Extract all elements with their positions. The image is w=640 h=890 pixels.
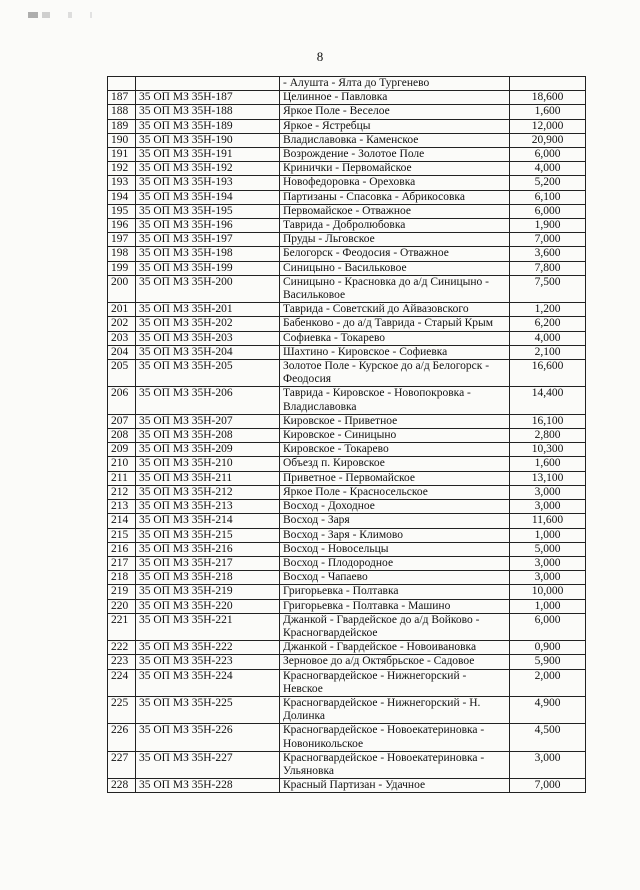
scan-artifact xyxy=(28,12,118,18)
row-number-cell: 204 xyxy=(108,345,136,359)
road-name-cell: Таврида - Добролюбовка xyxy=(280,219,510,233)
row-number-cell: 205 xyxy=(108,360,136,387)
table-row xyxy=(108,331,586,345)
road-code-cell: 35 ОП МЗ 35Н-199 xyxy=(136,261,280,275)
road-name-cell: Яркое Поле - Веселое xyxy=(280,105,510,119)
road-length-cell: 3,600 xyxy=(510,247,586,261)
road-code-cell: 35 ОП МЗ 35Н-204 xyxy=(136,345,280,359)
table-row xyxy=(108,219,586,233)
road-length-cell: 5,200 xyxy=(510,176,586,190)
road-name-cell: Красногвардейское - Новоекатериновка - Ульяновка xyxy=(280,751,510,778)
table-row xyxy=(108,542,586,556)
road-code-cell: 35 ОП МЗ 35Н-190 xyxy=(136,133,280,147)
road-length-cell: 6,100 xyxy=(510,190,586,204)
table-row xyxy=(108,176,586,190)
road-name-cell: Восход - Доходное xyxy=(280,500,510,514)
table-row xyxy=(108,655,586,669)
row-number-cell: 216 xyxy=(108,542,136,556)
table-row xyxy=(108,528,586,542)
table-row xyxy=(108,387,586,414)
road-length-cell: 7,500 xyxy=(510,275,586,302)
table-row xyxy=(108,204,586,218)
road-code-cell: 35 ОП МЗ 35Н-196 xyxy=(136,219,280,233)
road-length-cell: 18,600 xyxy=(510,91,586,105)
table-row xyxy=(108,303,586,317)
row-number-cell: 214 xyxy=(108,514,136,528)
row-number-cell: 197 xyxy=(108,233,136,247)
road-length-cell: 6,200 xyxy=(510,317,586,331)
table-row-continuation xyxy=(108,77,586,91)
road-length-cell: 5,900 xyxy=(510,655,586,669)
row-number-cell: 199 xyxy=(108,261,136,275)
table-row xyxy=(108,162,586,176)
road-name-cell: Яркое - Ястребцы xyxy=(280,119,510,133)
road-name-cell: Джанкой - Гвардейское - Новоивановка xyxy=(280,641,510,655)
row-number-cell: 227 xyxy=(108,751,136,778)
road-length-cell: 1,000 xyxy=(510,528,586,542)
row-number-cell: 210 xyxy=(108,457,136,471)
road-code-cell: 35 ОП МЗ 35Н-212 xyxy=(136,485,280,499)
table-row xyxy=(108,485,586,499)
row-number-cell: 220 xyxy=(108,599,136,613)
table-row xyxy=(108,556,586,570)
road-length-cell: 10,300 xyxy=(510,443,586,457)
table-row xyxy=(108,91,586,105)
table-row xyxy=(108,148,586,162)
road-name-cell: Пруды - Льговское xyxy=(280,233,510,247)
road-code-cell: 35 ОП МЗ 35Н-215 xyxy=(136,528,280,542)
road-name-cell: Объезд п. Кировское xyxy=(280,457,510,471)
road-name-cell: Приветное - Первомайское xyxy=(280,471,510,485)
road-name-cell: Кринички - Первомайское xyxy=(280,162,510,176)
table-row xyxy=(108,599,586,613)
row-number-cell: 222 xyxy=(108,641,136,655)
road-code-cell: 35 ОП МЗ 35Н-223 xyxy=(136,655,280,669)
road-code-cell: 35 ОП МЗ 35Н-207 xyxy=(136,414,280,428)
row-number-cell: 211 xyxy=(108,471,136,485)
road-length-cell: 1,600 xyxy=(510,457,586,471)
row-number-cell: 218 xyxy=(108,571,136,585)
road-length-cell: 3,000 xyxy=(510,556,586,570)
table-row xyxy=(108,133,586,147)
road-length-cell: 16,100 xyxy=(510,414,586,428)
road-code-cell: 35 ОП МЗ 35Н-209 xyxy=(136,443,280,457)
road-code-cell: 35 ОП МЗ 35Н-219 xyxy=(136,585,280,599)
table-row xyxy=(108,119,586,133)
road-name-cell: Кировское - Приветное xyxy=(280,414,510,428)
row-number-cell: 228 xyxy=(108,779,136,793)
road-name-cell: Восход - Заря xyxy=(280,514,510,528)
road-name-cell: Восход - Чапаево xyxy=(280,571,510,585)
road-name-cell: Восход - Новосельцы xyxy=(280,542,510,556)
road-code-cell: 35 ОП МЗ 35Н-218 xyxy=(136,571,280,585)
road-name-cell: Григорьевка - Полтавка - Машино xyxy=(280,599,510,613)
road-code-cell: 35 ОП МЗ 35Н-203 xyxy=(136,331,280,345)
road-length-cell: 11,600 xyxy=(510,514,586,528)
table-row xyxy=(108,414,586,428)
table-row xyxy=(108,696,586,723)
table-row xyxy=(108,429,586,443)
road-name-cell: Кировское - Токарево xyxy=(280,443,510,457)
road-length-cell: 10,000 xyxy=(510,585,586,599)
road-code-cell: 35 ОП МЗ 35Н-206 xyxy=(136,387,280,414)
road-length-cell: 2,000 xyxy=(510,669,586,696)
road-code-cell: 35 ОП МЗ 35Н-214 xyxy=(136,514,280,528)
row-number-cell: 206 xyxy=(108,387,136,414)
row-number-cell: 192 xyxy=(108,162,136,176)
row-number-cell: 191 xyxy=(108,148,136,162)
road-code-cell: 35 ОП МЗ 35Н-202 xyxy=(136,317,280,331)
road-name-cell: Золотое Поле - Курское до а/д Белогорск - Феодосия xyxy=(280,360,510,387)
road-code-cell: 35 ОП МЗ 35Н-227 xyxy=(136,751,280,778)
road-length-cell: 0,900 xyxy=(510,641,586,655)
road-length-cell: 3,000 xyxy=(510,751,586,778)
row-number-cell: 203 xyxy=(108,331,136,345)
road-name-cell: Восход - Плодородное xyxy=(280,556,510,570)
row-number-cell: 195 xyxy=(108,204,136,218)
road-length-cell: 4,900 xyxy=(510,696,586,723)
road-name-cell: Шахтино - Кировское - Софиевка xyxy=(280,345,510,359)
roads-table xyxy=(107,76,586,793)
table-row xyxy=(108,233,586,247)
road-name-cell: Яркое Поле - Красносельское xyxy=(280,485,510,499)
road-code-cell: 35 ОП МЗ 35Н-195 xyxy=(136,204,280,218)
road-code-cell: 35 ОП МЗ 35Н-224 xyxy=(136,669,280,696)
row-number-cell: 198 xyxy=(108,247,136,261)
road-name-cell: Партизаны - Спасовка - Абрикосовка xyxy=(280,190,510,204)
road-name-cell: Таврида - Советский до Айвазовского xyxy=(280,303,510,317)
row-number-cell: 212 xyxy=(108,485,136,499)
road-length-cell: 2,100 xyxy=(510,345,586,359)
table-row xyxy=(108,471,586,485)
road-name-cell: Синицыно - Васильковое xyxy=(280,261,510,275)
road-length-cell: 6,000 xyxy=(510,204,586,218)
road-code-cell: 35 ОП МЗ 35Н-222 xyxy=(136,641,280,655)
row-number-cell: 201 xyxy=(108,303,136,317)
table-row xyxy=(108,105,586,119)
road-name-cell: Джанкой - Гвардейское до а/д Войково - Красногвардейское xyxy=(280,613,510,640)
row-number-cell: 217 xyxy=(108,556,136,570)
table-row xyxy=(108,514,586,528)
road-length-cell xyxy=(510,77,586,91)
road-length-cell: 7,000 xyxy=(510,779,586,793)
road-name-cell: Красный Партизан - Удачное xyxy=(280,779,510,793)
road-name-cell: Кировское - Синицыно xyxy=(280,429,510,443)
row-number-cell: 221 xyxy=(108,613,136,640)
road-code-cell: 35 ОП МЗ 35Н-210 xyxy=(136,457,280,471)
row-number-cell: 189 xyxy=(108,119,136,133)
road-length-cell: 5,000 xyxy=(510,542,586,556)
table-row xyxy=(108,751,586,778)
road-code-cell: 35 ОП МЗ 35Н-213 xyxy=(136,500,280,514)
road-name-cell: Григорьевка - Полтавка xyxy=(280,585,510,599)
road-length-cell: 3,000 xyxy=(510,485,586,499)
row-number-cell: 188 xyxy=(108,105,136,119)
road-code-cell: 35 ОП МЗ 35Н-211 xyxy=(136,471,280,485)
table-row xyxy=(108,247,586,261)
road-name-cell: Таврида - Кировское - Новопокровка - Владиславовка xyxy=(280,387,510,414)
road-name-cell: Возрождение - Золотое Поле xyxy=(280,148,510,162)
road-name-cell: Красногвардейское - Нижнегорский - Н. Долинка xyxy=(280,696,510,723)
road-length-cell: 20,900 xyxy=(510,133,586,147)
road-code-cell: 35 ОП МЗ 35Н-228 xyxy=(136,779,280,793)
table-row xyxy=(108,669,586,696)
table-row xyxy=(108,641,586,655)
road-length-cell: 7,000 xyxy=(510,233,586,247)
row-number-cell: 223 xyxy=(108,655,136,669)
road-code-cell xyxy=(136,77,280,91)
road-name-cell: Владиславовка - Каменское xyxy=(280,133,510,147)
road-length-cell: 3,000 xyxy=(510,500,586,514)
table-row xyxy=(108,779,586,793)
road-code-cell: 35 ОП МЗ 35Н-208 xyxy=(136,429,280,443)
road-name-cell: Красногвардейское - Новоекатериновка - Новоникольское xyxy=(280,724,510,751)
row-number-cell: 194 xyxy=(108,190,136,204)
table-row xyxy=(108,345,586,359)
road-code-cell: 35 ОП МЗ 35Н-201 xyxy=(136,303,280,317)
table-row xyxy=(108,443,586,457)
road-length-cell: 2,800 xyxy=(510,429,586,443)
road-length-cell: 6,000 xyxy=(510,613,586,640)
row-number-cell: 190 xyxy=(108,133,136,147)
road-code-cell: 35 ОП МЗ 35Н-221 xyxy=(136,613,280,640)
row-number-cell: 225 xyxy=(108,696,136,723)
road-code-cell: 35 ОП МЗ 35Н-225 xyxy=(136,696,280,723)
road-code-cell: 35 ОП МЗ 35Н-216 xyxy=(136,542,280,556)
table-row xyxy=(108,360,586,387)
road-name-cell: - Алушта - Ялта до Тургенево xyxy=(280,77,510,91)
road-code-cell: 35 ОП МЗ 35Н-198 xyxy=(136,247,280,261)
road-length-cell: 1,600 xyxy=(510,105,586,119)
road-code-cell: 35 ОП МЗ 35Н-194 xyxy=(136,190,280,204)
row-number-cell: 200 xyxy=(108,275,136,302)
road-length-cell: 16,600 xyxy=(510,360,586,387)
road-code-cell: 35 ОП МЗ 35Н-197 xyxy=(136,233,280,247)
row-number-cell: 224 xyxy=(108,669,136,696)
row-number-cell: 215 xyxy=(108,528,136,542)
road-name-cell: Бабенково - до а/д Таврида - Старый Крым xyxy=(280,317,510,331)
road-code-cell: 35 ОП МЗ 35Н-192 xyxy=(136,162,280,176)
table-row xyxy=(108,261,586,275)
table-row xyxy=(108,190,586,204)
row-number-cell: 209 xyxy=(108,443,136,457)
row-number-cell: 208 xyxy=(108,429,136,443)
road-length-cell: 3,000 xyxy=(510,571,586,585)
road-code-cell: 35 ОП МЗ 35Н-193 xyxy=(136,176,280,190)
row-number-cell: 202 xyxy=(108,317,136,331)
road-name-cell: Синицыно - Красновка до а/д Синицыно - Васильковое xyxy=(280,275,510,302)
road-code-cell: 35 ОП МЗ 35Н-189 xyxy=(136,119,280,133)
road-name-cell: Зерновое до а/д Октябрьское - Садовое xyxy=(280,655,510,669)
road-name-cell: Новофедоровка - Ореховка xyxy=(280,176,510,190)
table-row xyxy=(108,457,586,471)
road-length-cell: 6,000 xyxy=(510,148,586,162)
road-length-cell: 13,100 xyxy=(510,471,586,485)
road-length-cell: 1,200 xyxy=(510,303,586,317)
road-name-cell: Красногвардейское - Нижнегорский - Невское xyxy=(280,669,510,696)
table-row xyxy=(108,317,586,331)
row-number-cell: 187 xyxy=(108,91,136,105)
road-length-cell: 4,000 xyxy=(510,162,586,176)
table-row xyxy=(108,724,586,751)
row-number-cell: 196 xyxy=(108,219,136,233)
road-length-cell: 4,500 xyxy=(510,724,586,751)
table-row xyxy=(108,500,586,514)
road-length-cell: 12,000 xyxy=(510,119,586,133)
road-name-cell: Первомайское - Отважное xyxy=(280,204,510,218)
road-name-cell: Целинное - Павловка xyxy=(280,91,510,105)
road-length-cell: 7,800 xyxy=(510,261,586,275)
road-code-cell: 35 ОП МЗ 35Н-205 xyxy=(136,360,280,387)
road-name-cell: Софиевка - Токарево xyxy=(280,331,510,345)
road-code-cell: 35 ОП МЗ 35Н-220 xyxy=(136,599,280,613)
road-name-cell: Белогорск - Феодосия - Отважное xyxy=(280,247,510,261)
row-number-cell: 213 xyxy=(108,500,136,514)
table-row xyxy=(108,613,586,640)
table-row xyxy=(108,571,586,585)
road-name-cell: Восход - Заря - Климово xyxy=(280,528,510,542)
road-code-cell: 35 ОП МЗ 35Н-200 xyxy=(136,275,280,302)
row-number-cell: 226 xyxy=(108,724,136,751)
row-number-cell: 219 xyxy=(108,585,136,599)
page-number: 8 xyxy=(316,49,324,64)
table-row xyxy=(108,275,586,302)
road-length-cell: 1,000 xyxy=(510,599,586,613)
roads-table-body xyxy=(108,77,586,793)
row-number-cell xyxy=(108,77,136,91)
road-length-cell: 1,900 xyxy=(510,219,586,233)
row-number-cell: 207 xyxy=(108,414,136,428)
road-length-cell: 14,400 xyxy=(510,387,586,414)
table-row xyxy=(108,585,586,599)
road-code-cell: 35 ОП МЗ 35Н-191 xyxy=(136,148,280,162)
row-number-cell: 193 xyxy=(108,176,136,190)
road-code-cell: 35 ОП МЗ 35Н-187 xyxy=(136,91,280,105)
road-code-cell: 35 ОП МЗ 35Н-217 xyxy=(136,556,280,570)
road-length-cell: 4,000 xyxy=(510,331,586,345)
road-code-cell: 35 ОП МЗ 35Н-188 xyxy=(136,105,280,119)
road-code-cell: 35 ОП МЗ 35Н-226 xyxy=(136,724,280,751)
